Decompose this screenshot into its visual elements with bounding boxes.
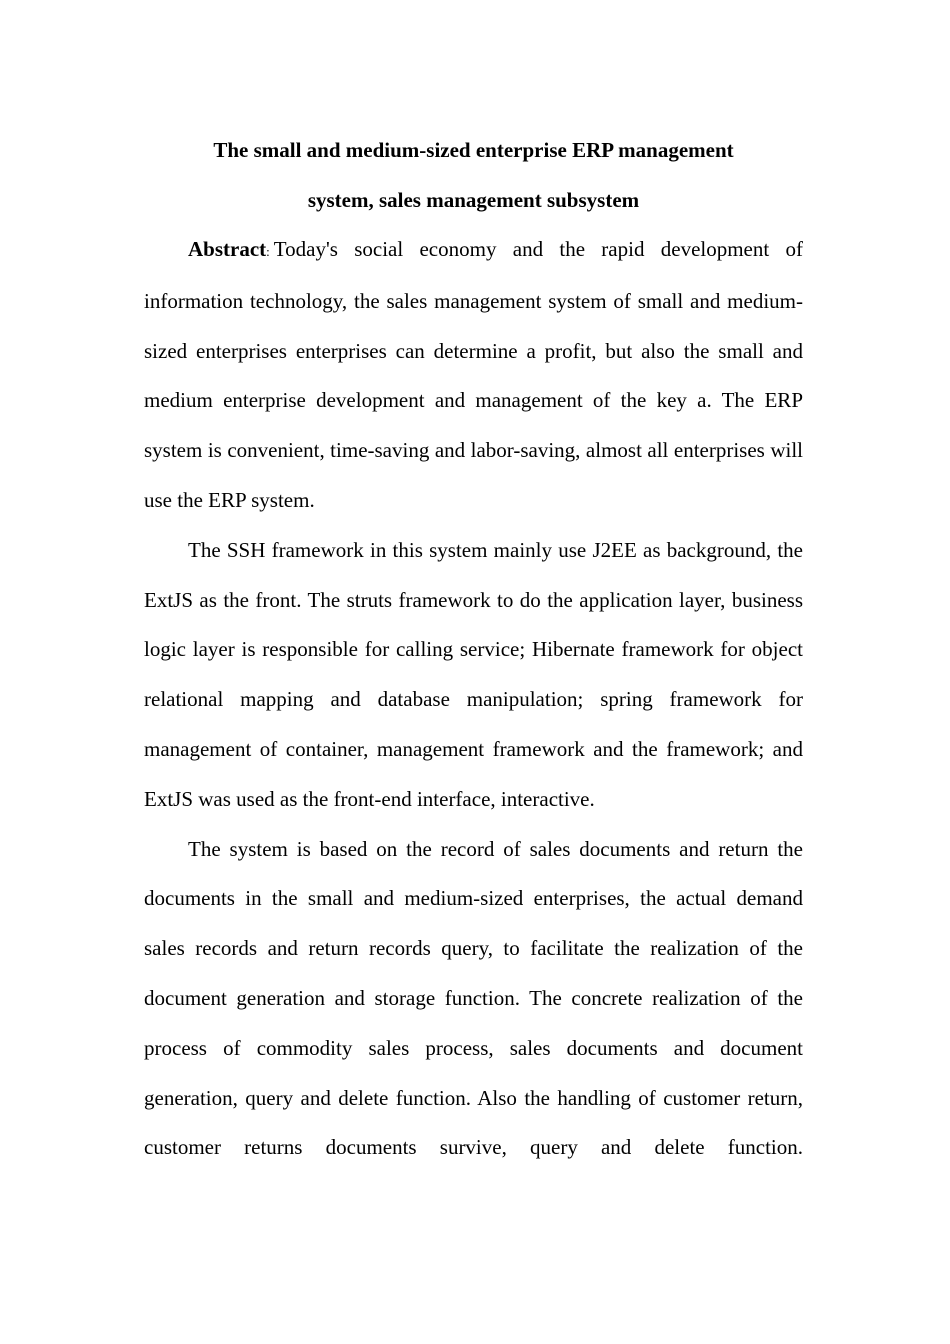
document-title-line-1: The small and medium-sized enterprise ERP management bbox=[213, 138, 734, 162]
abstract-text: Today's social economy and the rapid development of information technology, the sales management system of small and medium-sized enterprises enterprises can determine a profit, but also the small and medium enterprise development and management of the key a. The ERP system is convenient, time-saving and labor-saving, almost all enterprises will use the ERP system. bbox=[144, 237, 803, 512]
document-title-line-2: system, sales management subsystem bbox=[307, 188, 640, 212]
document-page bbox=[144, 125, 803, 1173]
body-paragraph-system: The system is based on the record of sales documents and return the documents in the small and medium-sized enterprises, the actual demand sales records and return records query, to facilitate the realization of the document generation and storage function. The concrete realization of the process of commodity sales process, sales documents and document generation, query and delete function. Also the handling of customer return, customer returns documents survive, query and delete function. bbox=[144, 836, 803, 1160]
abstract-paragraph bbox=[144, 225, 803, 526]
body-paragraph-framework: The SSH framework in this system mainly use J2EE as background, the ExtJS as the front. The struts framework to do the application layer, business logic layer is responsible for calling service; Hibernate framework for object relational mapping and database manipulation; spring framework for management of container, management framework and the framework; and ExtJS was used as the front-end interface, interactive. bbox=[144, 537, 803, 811]
abstract-colon: : bbox=[266, 244, 270, 259]
abstract-label: Abstract bbox=[188, 237, 267, 261]
